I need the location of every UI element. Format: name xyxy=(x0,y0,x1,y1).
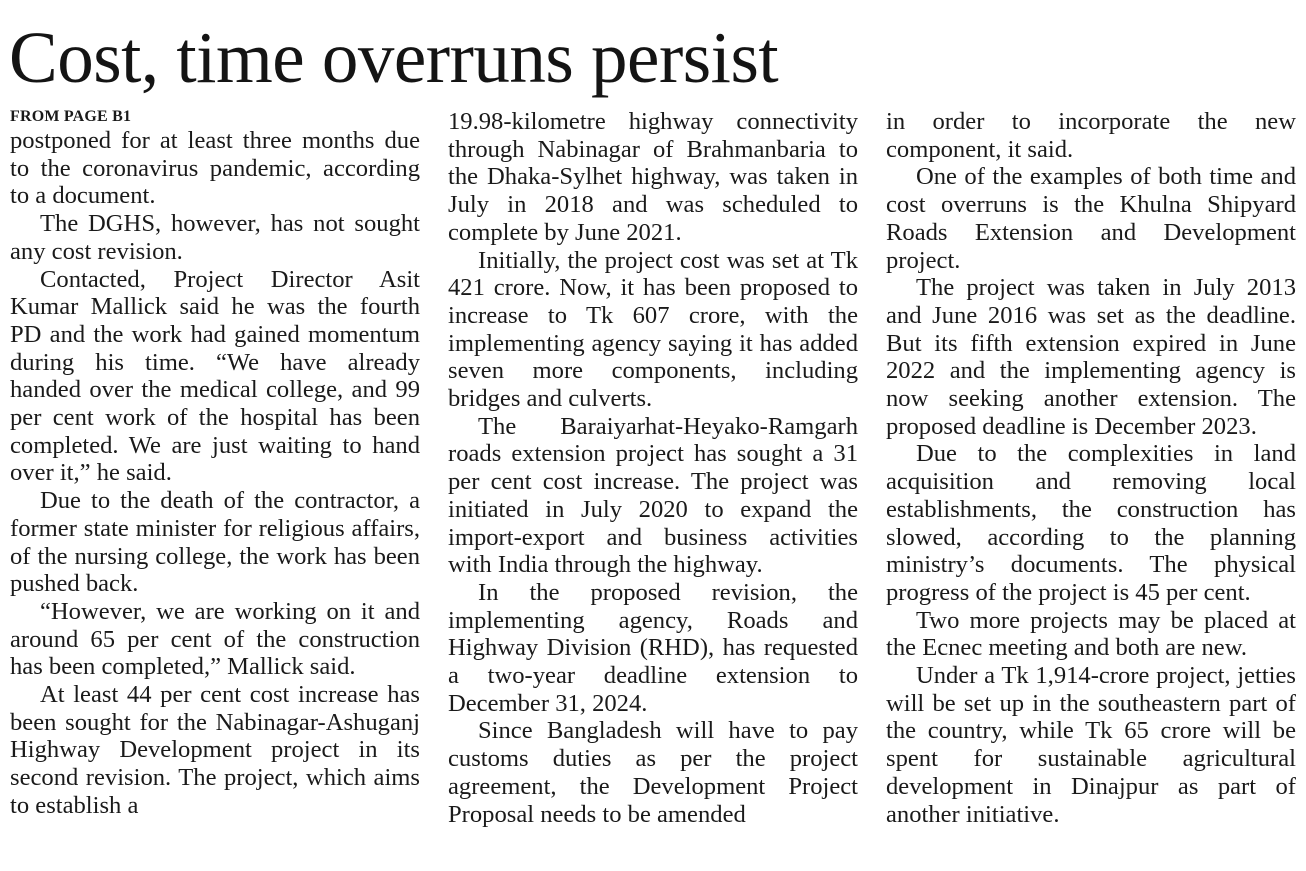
paragraph: “However, we are working on it and around 65 per cent of the construction has been completed,” Mallick said. xyxy=(10,597,420,681)
paragraph: The project was taken in July 2013 and June 2016 was set as the deadline. But its fifth extension expired in June 2022 and the implementing agency is now seeking another extension. The proposed deadline is December 2023. xyxy=(886,274,1296,440)
paragraph: Initially, the project cost was set at Tk 421 crore. Now, it has been proposed to increase to Tk 607 crore, with the implementing agency saying it has added seven more components, including bridges and culverts. xyxy=(448,246,858,413)
paragraph: Since Bangladesh will have to pay customs duties as per the project agreement, the Development Project Proposal needs to be amended xyxy=(448,717,858,828)
article-column-3 xyxy=(886,108,1296,828)
paragraph: 19.98-kilometre highway connectivity through Nabinagar of Brahmanbaria to the Dhaka-Sylhet highway, was taken in July in 2018 and was scheduled to complete by June 2021. xyxy=(448,108,858,246)
paragraph: The Baraiyarhat-Heyako-Ramgarh roads extension project has sought a 31 per cent cost increase. The project was initiated in July 2020 to expand the import-export and business activities with India through the highway. xyxy=(448,412,858,579)
article-column-1 xyxy=(10,108,420,820)
headline: Cost, time overruns persist xyxy=(9,17,779,98)
paragraph: Due to the death of the contractor, a former state minister for religious affairs, of the nursing college, the work has been pushed back. xyxy=(10,487,420,598)
paragraph: Under a Tk 1,914-crore project, jetties will be set up in the southeastern part of the country, while Tk 65 crore will be spent for sustainable agricultural development in Dinajpur as part of another initiative. xyxy=(886,662,1296,828)
paragraph: Due to the complexities in land acquisition and removing local establishments, the construction has slowed, according to the planning ministry’s documents. The physical progress of the project is 45 per cent. xyxy=(886,440,1296,606)
paragraph: The DGHS, however, has not sought any cost revision. xyxy=(10,210,420,265)
article-column-2 xyxy=(448,108,858,828)
paragraph: in order to incorporate the new component, it said. xyxy=(886,108,1296,163)
paragraph: In the proposed revision, the implementing agency, Roads and Highway Division (RHD), has requested a two-year deadline extension to December 31, 2024. xyxy=(448,578,858,717)
paragraph: One of the examples of both time and cost overruns is the Khulna Shipyard Roads Extension and Development project. xyxy=(886,163,1296,274)
paragraph: At least 44 per cent cost increase has been sought for the Nabinagar-Ashuganj Highway Development project in its second revision. The project, which aims to establish a xyxy=(10,681,420,819)
paragraph: Two more projects may be placed at the Ecnec meeting and both are new. xyxy=(886,606,1296,662)
paragraph: Contacted, Project Director Asit Kumar Mallick said he was the fourth PD and the work had gained momentum during his time. “We have already handed over the medical college, and 99 per cent work of the hospital has been completed. We are just waiting to hand over it,” he said. xyxy=(10,265,420,487)
paragraph: postponed for at least three months due to the coronavirus pandemic, according to a document. xyxy=(10,127,420,210)
continuation-kicker: FROM PAGE B1 xyxy=(10,108,132,125)
